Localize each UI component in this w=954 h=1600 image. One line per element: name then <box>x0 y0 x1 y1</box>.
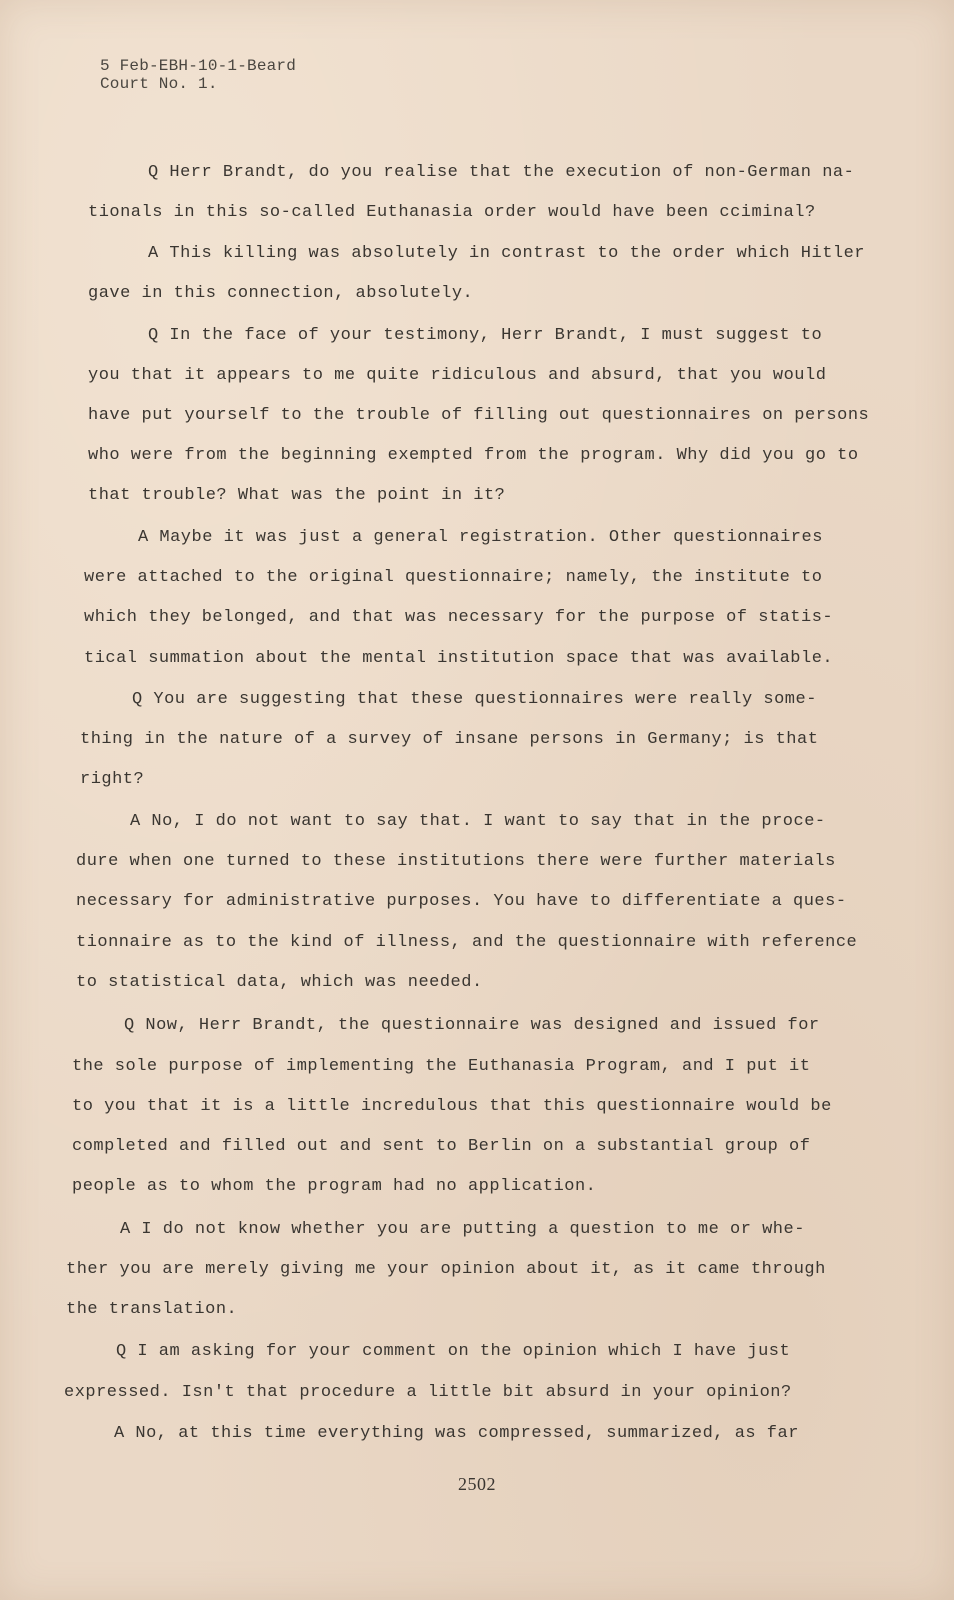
header-court: Court No. 1. <box>100 75 218 93</box>
text-line: you that it appears to me quite ridiculous and absurd, that you would <box>88 366 827 385</box>
text-line: people as to whom the program had no application. <box>72 1177 597 1196</box>
header-reference: 5 Feb-EBH-10-1-Beard <box>100 57 297 75</box>
text-line: right? <box>80 770 145 789</box>
text-line: tionals in this so-called Euthanasia order would have been ccimin​al? <box>88 203 816 222</box>
text-line: the sole purpose of implementing the Euthanasia Program, and I put it <box>72 1057 811 1076</box>
text-line: to statistical data, which was needed. <box>76 973 483 992</box>
text-line: tical summation about the mental institution space that was available. <box>84 649 834 668</box>
text-line: ther you are merely giving me your opinion about it, as it came through <box>66 1260 826 1279</box>
text-line: Q You are suggesting that these questionnaires were really some- <box>132 690 817 709</box>
text-line: Q Herr Brandt, do you realise that the execution of non-German na- <box>148 163 855 182</box>
text-line: Q In the face of your testimony, Herr Brandt, I must suggest to <box>148 326 823 345</box>
text-line: that trouble? What was the point in it? <box>88 486 506 505</box>
page-number: 2502 <box>458 1474 496 1494</box>
text-line: which they belonged, and that was necessary for the purpose of statis- <box>84 608 834 627</box>
text-line: A No, at this time everything was compressed, summarized, as far <box>114 1424 799 1443</box>
document-header <box>100 57 296 93</box>
text-line: A Maybe it was just a general registration. Other questionnaires <box>138 528 823 547</box>
text-line: tionnaire as to the kind of illness, and the questionnaire with reference <box>76 933 858 952</box>
text-line: have put yourself to the trouble of filling out questionnaires on persons <box>88 406 870 425</box>
text-line: who were from the beginning exempted from the program. Why did you go to <box>88 446 859 465</box>
text-line: A This killing was absolutely in contrast to the order which Hitler <box>148 244 866 263</box>
text-line: were attached to the original questionnaire; namely, the institute to <box>84 568 823 587</box>
text-line: necessary for administrative purposes. You have to differentiate a ques- <box>76 892 847 911</box>
text-line: to you that it is a little incredulous that this questionnaire would be <box>72 1097 832 1116</box>
text-line: dure when one turned to these institutions there were further materials <box>76 852 836 871</box>
text-line: Q I am asking for your comment on the opinion which I have just <box>116 1342 791 1361</box>
text-line: thing in the nature of a survey of insane persons in Germany; is that <box>80 730 819 749</box>
text-line: the translation. <box>66 1300 238 1319</box>
text-line: Q Now, Herr Brandt, the questionnaire was designed and issued for <box>124 1016 820 1035</box>
text-line: expressed. Isn't that procedure a little bit absurd in your opinion? <box>64 1383 792 1402</box>
text-line: gave in this connection, absolutely. <box>88 284 474 303</box>
text-line: A No, I do not want to say that. I want to say that in the proce- <box>130 812 826 831</box>
text-line: completed and filled out and sent to Berlin on a substantial group of <box>72 1137 811 1156</box>
text-line: A I do not know whether you are putting a question to me or whe- <box>120 1220 805 1239</box>
